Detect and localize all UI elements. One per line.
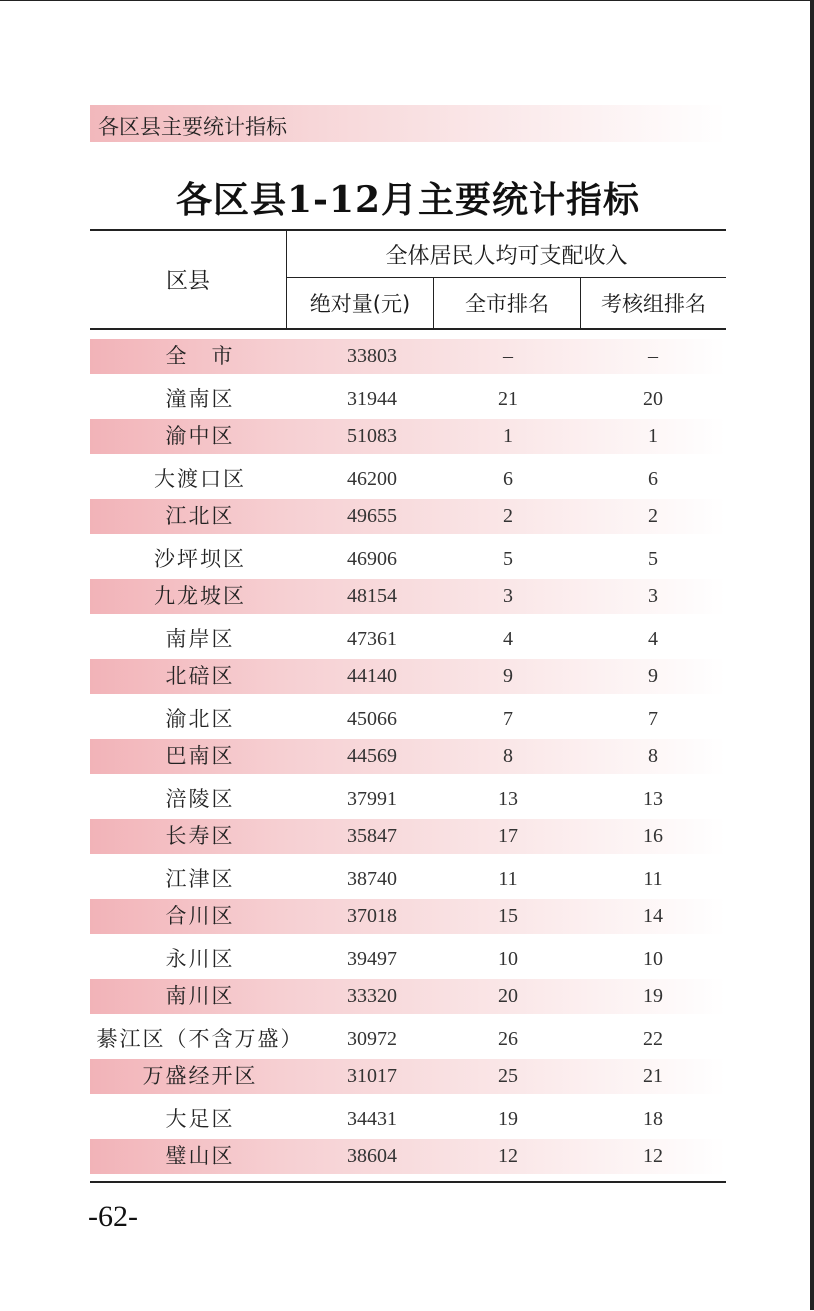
cell-absolute-amount: 44140 bbox=[347, 665, 397, 687]
cell-absolute-amount: 31944 bbox=[347, 388, 397, 410]
table-row bbox=[90, 859, 726, 899]
cell-county-name: 北碚区 bbox=[165, 664, 235, 688]
cell-absolute-amount: 37991 bbox=[347, 788, 397, 810]
cell-city-rank: 26 bbox=[498, 1028, 518, 1050]
cell-city-rank: 9 bbox=[503, 665, 513, 687]
cell-absolute-amount: 47361 bbox=[347, 628, 397, 650]
cell-group-rank: 20 bbox=[643, 388, 663, 410]
cell-county-name: 巴南区 bbox=[165, 744, 235, 768]
cell-absolute-amount: 35847 bbox=[347, 825, 397, 847]
table-row bbox=[90, 379, 726, 419]
cell-city-rank: 6 bbox=[503, 468, 513, 490]
table-header bbox=[90, 229, 726, 330]
cell-city-rank: 17 bbox=[498, 825, 518, 847]
cell-absolute-amount: 30972 bbox=[347, 1028, 397, 1050]
cell-county-name: 潼南区 bbox=[165, 387, 235, 411]
table-row bbox=[90, 419, 726, 454]
cell-group-rank: 18 bbox=[643, 1108, 663, 1130]
cell-city-rank: 1 bbox=[503, 425, 513, 447]
section-banner bbox=[90, 105, 726, 142]
cell-city-rank: 4 bbox=[503, 628, 513, 650]
table-row bbox=[90, 1139, 726, 1174]
cell-county-name: 永川区 bbox=[165, 947, 235, 971]
header-county: 区县 bbox=[90, 231, 287, 328]
cell-city-rank: 19 bbox=[498, 1108, 518, 1130]
cell-county-name: 江北区 bbox=[165, 504, 235, 528]
cell-city-rank: 13 bbox=[498, 788, 518, 810]
table-row bbox=[90, 939, 726, 979]
table-row bbox=[90, 539, 726, 579]
cell-city-rank: 21 bbox=[498, 388, 518, 410]
table-row bbox=[90, 579, 726, 614]
cell-absolute-amount: 46200 bbox=[347, 468, 397, 490]
table-body bbox=[90, 339, 726, 1179]
cell-county-name: 渝北区 bbox=[165, 707, 235, 731]
cell-county-name: 綦江区（不含万盛） bbox=[96, 1027, 304, 1051]
cell-absolute-amount: 33320 bbox=[347, 985, 397, 1007]
table-row bbox=[90, 1059, 726, 1094]
cell-city-rank: 10 bbox=[498, 948, 518, 970]
cell-city-rank: 8 bbox=[503, 745, 513, 767]
cell-city-rank: 3 bbox=[503, 585, 513, 607]
cell-group-rank: 21 bbox=[643, 1065, 663, 1087]
cell-group-rank: 6 bbox=[648, 468, 658, 490]
cell-city-rank: 5 bbox=[503, 548, 513, 570]
header-absolute-amount: 绝对量(元) bbox=[287, 278, 434, 328]
cell-city-rank: 15 bbox=[498, 905, 518, 927]
cell-absolute-amount: 37018 bbox=[347, 905, 397, 927]
cell-group-rank: – bbox=[648, 345, 658, 367]
cell-group-rank: 3 bbox=[648, 585, 658, 607]
cell-city-rank: 7 bbox=[503, 708, 513, 730]
cell-absolute-amount: 48154 bbox=[347, 585, 397, 607]
cell-city-rank: – bbox=[503, 345, 513, 367]
cell-group-rank: 16 bbox=[643, 825, 663, 847]
cell-group-rank: 9 bbox=[648, 665, 658, 687]
header-group-rank: 考核组排名 bbox=[601, 292, 706, 316]
table-row bbox=[90, 659, 726, 694]
cell-group-rank: 2 bbox=[648, 505, 658, 527]
cell-county-name: 南川区 bbox=[165, 984, 235, 1008]
table-row bbox=[90, 699, 726, 739]
cell-county-name: 渝中区 bbox=[165, 424, 235, 448]
cell-absolute-amount: 51083 bbox=[347, 425, 397, 447]
table-row bbox=[90, 779, 726, 819]
cell-city-rank: 2 bbox=[503, 505, 513, 527]
cell-absolute-amount: 34431 bbox=[347, 1108, 397, 1130]
cell-county-name: 江津区 bbox=[165, 867, 235, 891]
cell-group-rank: 7 bbox=[648, 708, 658, 730]
cell-group-rank: 8 bbox=[648, 745, 658, 767]
table-row bbox=[90, 1019, 726, 1059]
cell-group-rank: 1 bbox=[648, 425, 658, 447]
cell-county-name: 九龙坡区 bbox=[154, 584, 246, 608]
page-title: 各区县1-12月主要统计指标 bbox=[175, 179, 641, 221]
cell-group-rank: 11 bbox=[643, 868, 663, 890]
cell-absolute-amount: 45066 bbox=[347, 708, 397, 730]
cell-group-rank: 13 bbox=[643, 788, 663, 810]
table-row bbox=[90, 979, 726, 1014]
table-bottom-rule bbox=[90, 1181, 726, 1183]
table-row bbox=[90, 819, 726, 854]
table-row bbox=[90, 619, 726, 659]
cell-county-name: 长寿区 bbox=[165, 824, 235, 848]
table-row bbox=[90, 739, 726, 774]
cell-city-rank: 25 bbox=[498, 1065, 518, 1087]
table-row bbox=[90, 1099, 726, 1139]
table-row bbox=[90, 459, 726, 499]
cell-group-rank: 19 bbox=[643, 985, 663, 1007]
table-row bbox=[90, 899, 726, 934]
header-city-rank: 全市排名 bbox=[434, 278, 581, 328]
cell-city-rank: 12 bbox=[498, 1145, 518, 1167]
cell-group-rank: 14 bbox=[643, 905, 663, 927]
cell-county-name: 涪陵区 bbox=[165, 787, 235, 811]
cell-absolute-amount: 38604 bbox=[347, 1145, 397, 1167]
cell-group-rank: 10 bbox=[643, 948, 663, 970]
cell-county-name: 大足区 bbox=[165, 1107, 235, 1131]
table-row bbox=[90, 499, 726, 534]
cell-absolute-amount: 33803 bbox=[347, 345, 397, 367]
cell-county-name: 万盛经开区 bbox=[142, 1064, 258, 1088]
cell-group-rank: 5 bbox=[648, 548, 658, 570]
cell-absolute-amount: 38740 bbox=[347, 868, 397, 890]
cell-county-name: 璧山区 bbox=[165, 1144, 235, 1168]
cell-absolute-amount: 39497 bbox=[347, 948, 397, 970]
cell-county-name: 全 市 bbox=[165, 344, 235, 368]
cell-group-rank: 22 bbox=[643, 1028, 663, 1050]
cell-group-rank: 12 bbox=[643, 1145, 663, 1167]
cell-city-rank: 20 bbox=[498, 985, 518, 1007]
cell-county-name: 沙坪坝区 bbox=[154, 547, 246, 571]
cell-absolute-amount: 44569 bbox=[347, 745, 397, 767]
cell-absolute-amount: 31017 bbox=[347, 1065, 397, 1087]
cell-county-name: 合川区 bbox=[165, 904, 235, 928]
cell-absolute-amount: 49655 bbox=[347, 505, 397, 527]
cell-group-rank: 4 bbox=[648, 628, 658, 650]
table-row bbox=[90, 339, 726, 374]
cell-county-name: 大渡口区 bbox=[154, 467, 246, 491]
section-banner-title: 各区县主要统计指标 bbox=[98, 115, 287, 139]
cell-county-name: 南岸区 bbox=[165, 627, 235, 651]
cell-absolute-amount: 46906 bbox=[347, 548, 397, 570]
header-income-group: 全体居民人均可支配收入 bbox=[287, 231, 726, 278]
cell-city-rank: 11 bbox=[498, 868, 518, 890]
page-number: -62- bbox=[88, 1200, 138, 1233]
